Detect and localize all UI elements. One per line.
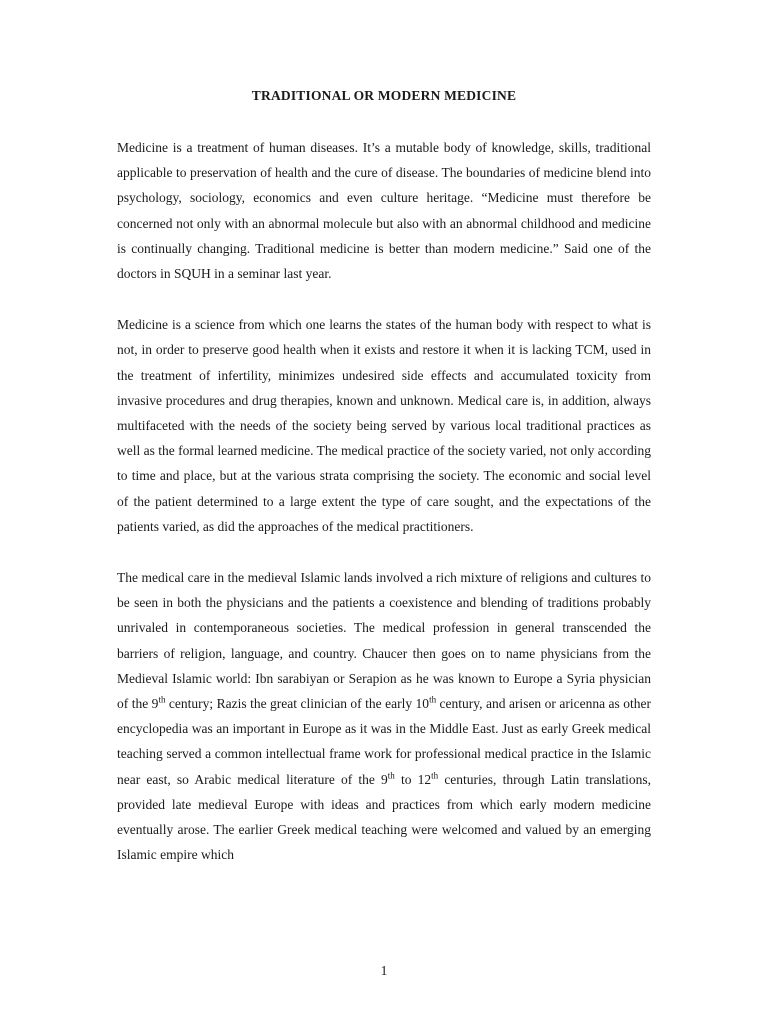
superscript-ordinal: th — [158, 694, 166, 705]
paragraph-3-text: to 12 — [394, 771, 432, 787]
paragraph-3-text: centuries, through Latin translations, provided late medieval Europe with ideas and practices from which early modern medicine eventually arose. The earlier Greek medical teaching were welcomed and valued by an emerging Islamic empire which — [117, 771, 651, 863]
paragraph-1: Medicine is a treatment of human diseases. It’s a mutable body of knowledge, skills, traditional applicable to preservation of health and the cure of disease. The boundaries of medicine blend into psychology, sociology, economics and even culture heritage. “Medicine must therefore be concerned not only with an abnormal molecule but also with an abnormal childhood and medicine is continually changing. Traditional medicine is better than modern medicine.” Said one of the doctors in SQUH in a seminar last year. — [117, 140, 651, 282]
paragraph-2: Medicine is a science from which one learns the states of the human body with respect to what is not, in order to preserve good health when it exists and restore it when it is lacking TCM, used in the treatment of infertility, minimizes undesired side effects and accumulated toxicity from invasive procedures and drug therapies, known and unknown. Medical care is, in addition, always multifaceted with the needs of the society being served by various local traditional practices as well as the formal learned medicine. The medical practice of the society varied, not only according to time and place, but at the various strata comprising the society. The economic and social level of the patient determined to a large extent the type of care sought, and the expectations of the patients varied, as did the approaches of the medical practitioners. — [117, 317, 651, 534]
superscript-ordinal: th — [387, 770, 395, 781]
page-number: 1 — [380, 963, 388, 978]
superscript-ordinal: th — [429, 694, 437, 705]
superscript-ordinal: th — [431, 770, 439, 781]
paragraph-3-text: century, and arisen or aricenna as other encyclopedia was an important in Europe as it was in the Middle East. Just as early Greek medical teaching served a common intellectual frame work for professional medical practice in the Islamic near east, so Arabic medical literature of the 9 — [117, 696, 651, 787]
paragraph-3 — [117, 565, 651, 867]
paragraph-3-text: The medical care in the medieval Islamic lands involved a rich mixture of religions and cultures to be seen in both the physicians and the patients a coexistence and blending of traditions probably unrivaled in contemporaneous societies. The medical profession in general transcended the barriers of religion, language, and country. Chaucer then goes on to name physicians from the Medieval Islamic world: Ibn sarabiyan or Serapion as he was known to Europe a Syria physician of the 9 — [117, 570, 651, 712]
paragraph-3-text: century; Razis the great clinician of the early 10 — [165, 696, 430, 712]
document-title: TRADITIONAL OR MODERN MEDICINE — [251, 88, 517, 103]
document-body — [117, 135, 651, 893]
